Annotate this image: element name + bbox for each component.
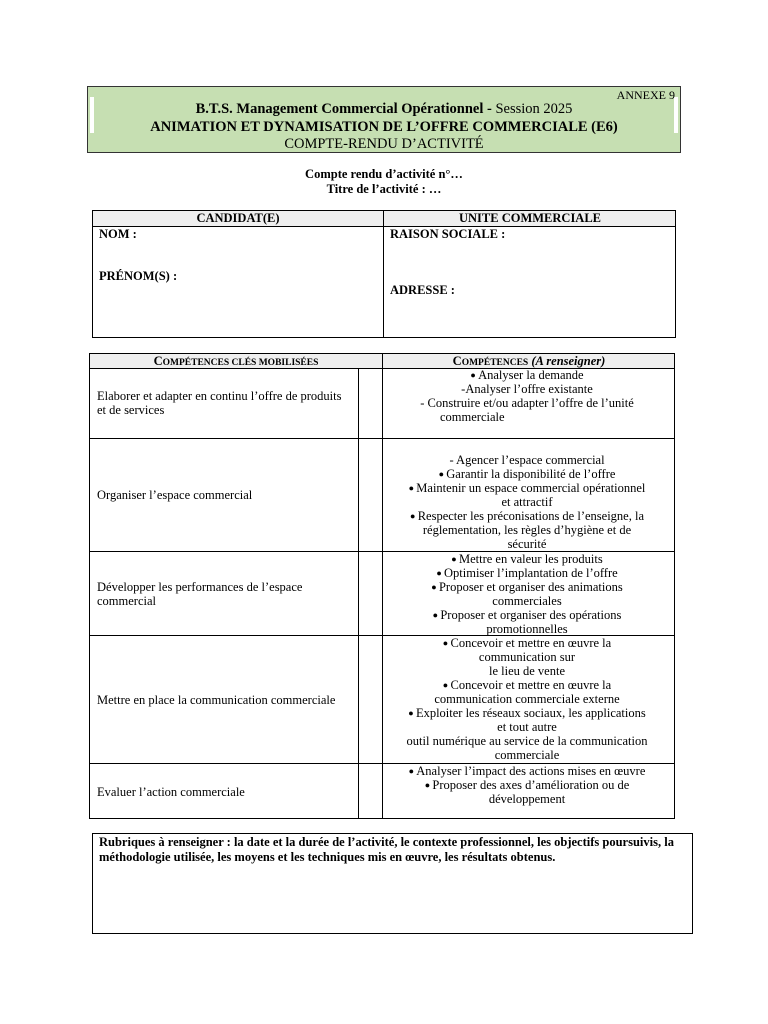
report-info: [0, 167, 768, 197]
competences-table: [89, 353, 675, 819]
nom-label: NOM :: [99, 227, 137, 241]
competence-details-1: ● Analyser la demande -Analyser l’offre existante - Construire et/ou adapter l’offre de l’unité commerciale: [386, 368, 668, 424]
competence-details-5: ● Analyser l’impact des actions mises en œuvre ● Proposer des axes d’amélioration ou de développement: [386, 764, 668, 806]
competence-details-2: - Agencer l’espace commercial ● Garantir la disponibilité de l’offre ● Maintenir un espace commercial opérationnel et attractif ● Respecter les préconisations de l’enseigne, la réglementation, les règles d’hygiène et de sécurité: [386, 453, 668, 551]
competence-row-3: Développer les performances de l’espace commercial: [97, 579, 303, 608]
report-number: Compte rendu d’activité n°…: [305, 167, 463, 181]
rubriques-text: Rubriques à renseigner : la date et la durée de l’activité, le contexte professionnel, les objectifs poursuivis, la méthodologie utilisée, les moyens et les techniques mis en œuvre, les résultats obtenus.: [99, 835, 674, 864]
header-title: [88, 101, 680, 118]
candidate-table: [92, 210, 676, 338]
header-subtitle: ANIMATION ET DYNAMISATION DE L’OFFRE COMMERCIALE (E6): [150, 119, 618, 135]
rubriques-box: [92, 833, 693, 934]
document-header: [87, 86, 681, 153]
competence-row-2: Organiser l’espace commercial: [97, 488, 253, 502]
candidate-header: CANDIDAT(E): [196, 211, 280, 225]
raison-sociale-label: RAISON SOCIALE :: [390, 227, 506, 241]
competence-details-4: ● Concevoir et mettre en œuvre la communication sur le lieu de vente ● Concevoir et mettre en œuvre la communication commerciale externe ● Exploiter les réseaux sociaux, les applications et tout autre outil numérique au service de la communication commerciale: [386, 636, 668, 762]
competences-inner-divider: [358, 368, 359, 818]
competence-row-4: Mettre en place la communication commerciale: [97, 692, 336, 707]
competences-main-divider: [382, 354, 383, 818]
competence-details-3: ● Mettre en valeur les produits ● Optimiser l’implantation de l’offre ● Proposer et organiser des animations commerciales ● Proposer et organiser des opérations promotionnelles: [386, 552, 668, 636]
candidate-table-divider: [383, 211, 384, 337]
key-competences-header: COMPÉTENCES CLÉS MOBILISÉES: [153, 354, 319, 368]
report-title: Titre de l’activité : …: [326, 182, 442, 196]
competence-row-1: Elaborer et adapter en continu l’offre de produits et de services: [97, 389, 342, 417]
header-session: Session 2025: [491, 101, 573, 117]
prenom-label: PRÉNOM(S) :: [99, 269, 178, 283]
competences-to-fill-header: COMPÉTENCES (A renseigner): [452, 354, 606, 368]
adresse-label: ADRESSE :: [390, 283, 455, 297]
annex-label: ANNEXE 9: [616, 88, 675, 102]
competence-row-5: Evaluer l’action commerciale: [97, 784, 245, 799]
header-title-bold: B.T.S. Management Commercial Opérationnel -: [195, 101, 492, 117]
commercial-unit-header: UNITE COMMERCIALE: [458, 211, 602, 225]
header-doc-type: COMPTE-RENDU D’ACTIVITÉ: [284, 136, 484, 152]
